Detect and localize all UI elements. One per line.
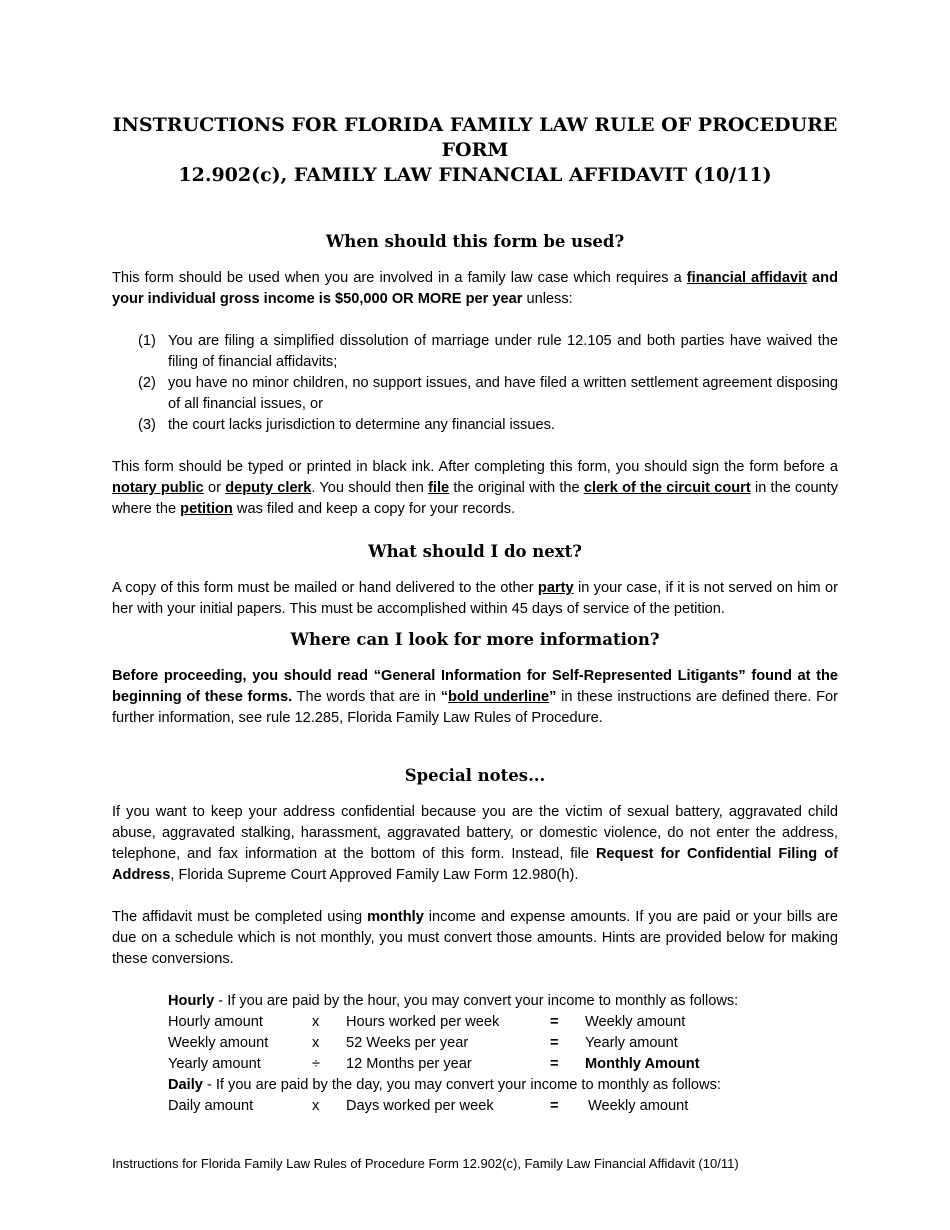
hourly-label: Hourly bbox=[168, 993, 215, 1009]
term-petition[interactable]: petition bbox=[180, 501, 233, 517]
text-span: unless: bbox=[522, 291, 573, 307]
paragraph-monthly-amounts bbox=[112, 907, 838, 970]
list-number: (2) bbox=[138, 375, 156, 391]
conversion-operator: x bbox=[312, 1098, 320, 1114]
quote-open: “ bbox=[440, 689, 448, 705]
conversion-row bbox=[168, 1096, 838, 1117]
conversion-result: Weekly amount bbox=[588, 1098, 689, 1114]
heading-when-used: When should this form be used? bbox=[325, 232, 625, 251]
list-text: you have no minor children, no support issues, and have filed a written settlement agreement disposing of all financial issues, or bbox=[168, 375, 838, 412]
conversion-result: Yearly amount bbox=[585, 1035, 678, 1051]
term-clerk-of-circuit-court[interactable]: clerk of the circuit court bbox=[583, 480, 751, 496]
text-span: . You should then bbox=[311, 480, 429, 496]
text-span: - If you are paid by the hour, you may convert your income to monthly as follows: bbox=[214, 993, 739, 1009]
exceptions-list bbox=[138, 331, 838, 436]
conversion-operator: x bbox=[312, 1014, 320, 1030]
title-line-1: INSTRUCTIONS FOR FLORIDA FAMILY LAW RULE OF PROCEDURE FORM bbox=[112, 114, 838, 161]
conversion-result-monthly: Monthly Amount bbox=[585, 1056, 700, 1072]
title-line-2: 12.902(c), FAMILY LAW FINANCIAL AFFIDAVIT (10/11) bbox=[178, 164, 772, 186]
conversion-equals: = bbox=[550, 1056, 559, 1072]
text-span: the original with the bbox=[449, 480, 584, 496]
text-span: in your case, if it is not served on him or her with your initial papers. This must be accomplished within 45 days of service of the petition. bbox=[112, 580, 838, 617]
conversion-factor: Hours worked per week bbox=[346, 1014, 500, 1030]
text-span: A copy of this form must be mailed or hand delivered to the other bbox=[112, 580, 538, 596]
list-item bbox=[138, 331, 838, 373]
hourly-intro bbox=[168, 991, 838, 1012]
paragraph-signing bbox=[112, 457, 838, 520]
text-span: in these instructions are defined there. For further information, see rule 12.285, Florida Family Law Rules of Procedure. bbox=[112, 689, 839, 726]
list-text: You are filing a simplified dissolution of marriage under rule 12.105 and both parties have waived the filing of financial affidavits; bbox=[168, 333, 838, 370]
paragraph-confidential-address bbox=[112, 802, 838, 886]
text-span: The words that are in bbox=[292, 689, 441, 705]
bold-before-proceeding: Before proceeding, you should read “General Information for Self-Represented Litigants” found at the beginning of these forms. bbox=[112, 668, 838, 705]
conversion-operator: x bbox=[312, 1035, 320, 1051]
paragraph-more-information bbox=[112, 666, 838, 729]
list-item bbox=[138, 415, 838, 436]
conversion-hints bbox=[168, 991, 838, 1117]
term-notary-public[interactable]: notary public bbox=[112, 480, 204, 496]
daily-intro bbox=[168, 1075, 838, 1096]
document-title bbox=[112, 113, 838, 188]
term-financial-affidavit[interactable]: financial affidavit bbox=[686, 270, 807, 286]
conversion-operator: ÷ bbox=[312, 1056, 321, 1072]
text-span: in the county where the bbox=[112, 480, 839, 517]
page-footer: Instructions for Florida Family Law Rules of Procedure Form 12.902(c), Family Law Financial Affidavit (10/11) bbox=[112, 1156, 739, 1171]
list-item bbox=[138, 373, 838, 415]
list-text: the court lacks jurisdiction to determine any financial issues. bbox=[168, 417, 555, 433]
text-span: or bbox=[203, 480, 226, 496]
conversion-factor: 52 Weeks per year bbox=[346, 1035, 469, 1051]
list-number: (1) bbox=[138, 333, 156, 349]
text-span: This form should be used when you are involved in a family law case which requires a bbox=[112, 270, 687, 286]
text-span: was filed and keep a copy for your records. bbox=[232, 501, 516, 517]
bold-monthly: monthly bbox=[367, 909, 424, 925]
text-span: If you want to keep your address confidential because you are the victim of sexual battery, aggravated child abuse, aggravated stalking, harassment, aggravated battery, or domestic violence, do not enter the address, telephone, and fax information at the bottom of this form. Instead, file bbox=[112, 804, 838, 862]
conversion-equals: = bbox=[550, 1014, 559, 1030]
heading-special-notes: Special notes... bbox=[404, 766, 546, 785]
text-span: - If you are paid by the day, you may convert your income to monthly as follows: bbox=[202, 1077, 721, 1093]
bold-request-confidential-filing: Request for Confidential Filing of Address bbox=[112, 846, 838, 883]
bold-income-condition: and your individual gross income is $50,000 OR MORE per year bbox=[112, 270, 838, 307]
document-body bbox=[112, 113, 838, 1117]
text-span: The affidavit must be completed using bbox=[112, 909, 368, 925]
conversion-operand: Yearly amount bbox=[168, 1056, 261, 1072]
conversion-equals: = bbox=[550, 1035, 559, 1051]
conversion-row bbox=[168, 1012, 838, 1033]
conversion-operand: Weekly amount bbox=[168, 1035, 269, 1051]
conversion-factor: Days worked per week bbox=[346, 1098, 494, 1114]
term-file[interactable]: file bbox=[428, 480, 450, 496]
conversion-row bbox=[168, 1054, 838, 1075]
paragraph-what-next bbox=[112, 578, 838, 620]
heading-more-information: Where can I look for more information? bbox=[290, 630, 660, 649]
daily-label: Daily bbox=[168, 1077, 203, 1093]
heading-what-next: What should I do next? bbox=[368, 542, 582, 561]
conversion-factor: 12 Months per year bbox=[346, 1056, 472, 1072]
term-party[interactable]: party bbox=[537, 580, 574, 596]
text-span: income and expense amounts. If you are paid or your bills are due on a schedule which is not monthly, you must convert those amounts. Hints are provided below for making these conversions. bbox=[112, 909, 838, 967]
term-bold-underline[interactable]: bold underline bbox=[447, 689, 550, 705]
conversion-result: Weekly amount bbox=[585, 1014, 686, 1030]
paragraph-when-used bbox=[112, 268, 838, 310]
text-span: This form should be typed or printed in black ink. After completing this form, you should sign the form before a bbox=[112, 459, 838, 475]
conversion-row bbox=[168, 1033, 838, 1054]
conversion-equals: = bbox=[550, 1098, 559, 1114]
quote-close: ” bbox=[549, 689, 557, 705]
conversion-operand: Hourly amount bbox=[168, 1014, 263, 1030]
list-number: (3) bbox=[138, 417, 156, 433]
term-deputy-clerk[interactable]: deputy clerk bbox=[225, 480, 312, 496]
text-span: , Florida Supreme Court Approved Family Law Form 12.980(h). bbox=[170, 867, 579, 883]
conversion-operand: Daily amount bbox=[168, 1098, 254, 1114]
